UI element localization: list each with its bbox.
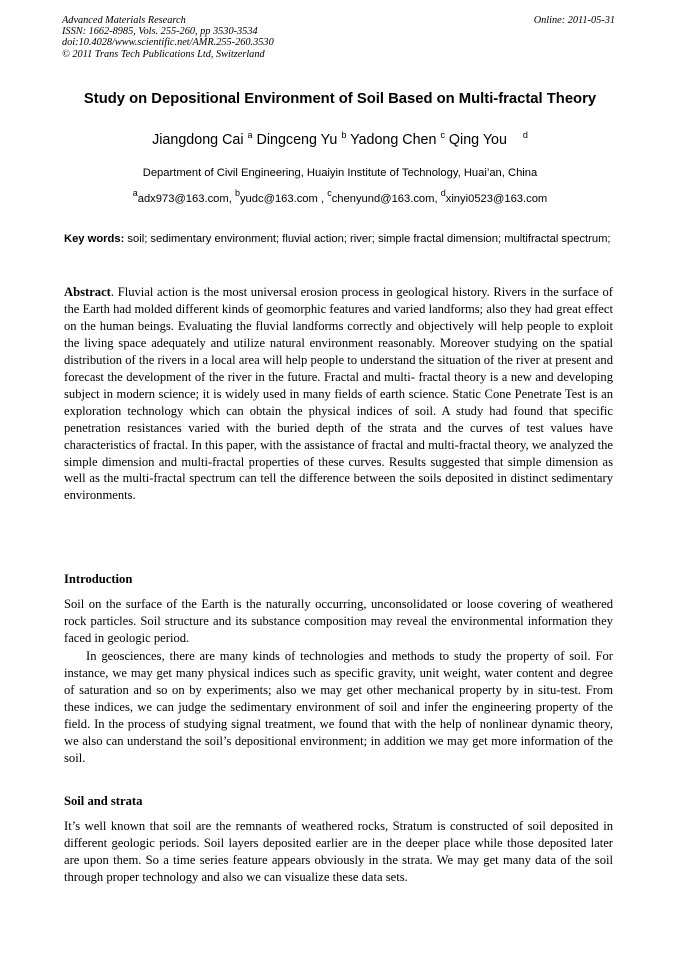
issn-line: ISSN: 1662-8985, Vols. 255-260, pp 3530-3534 (62, 26, 258, 38)
paper-title: Study on Depositional Environment of Soil Based on Multi-fractal Theory (83, 91, 597, 107)
email-mark: c (327, 188, 332, 198)
author-mark: b (341, 130, 347, 140)
email-address: chenyund@163.com (331, 193, 435, 205)
author-mark: a (247, 130, 253, 140)
email-mark: a (132, 188, 138, 198)
author-mark: c (440, 130, 445, 140)
email-address: yudc@163.com (239, 193, 318, 205)
email-separator: , (434, 193, 441, 205)
author-name: Jiangdong Cai (152, 132, 244, 148)
abstract (64, 284, 613, 504)
soil-strata-heading: Soil and strata (64, 794, 143, 808)
introduction-heading: Introduction (64, 572, 133, 586)
author-name: Yadong Chen (350, 132, 437, 148)
journal-header (62, 15, 615, 60)
keywords-text: soil; sedimentary environment; fluvial action; river; simple fractal dimension; multifractal spectrum; (124, 233, 611, 245)
email-separator: , (317, 193, 328, 205)
email-address: xinyi0523@163.com (445, 193, 548, 205)
keywords-label: Key words: (64, 233, 125, 245)
affiliation: Department of Civil Engineering, Huaiyin Institute of Technology, Huai’an, China (142, 167, 538, 179)
author-list (40, 132, 640, 148)
online-date: Online: 2011-05-31 (533, 15, 615, 26)
copyright-line: © 2011 Trans Tech Publications Ltd, Switzerland (62, 48, 265, 60)
introduction-paragraph-1: Soil on the surface of the Earth is the naturally occurring, unconsolidated or loose covering of weathered rock particles. Soil structure and its substance composition may reveal the environmental information they faced in geologic period. (64, 597, 613, 645)
email-address: adx973@163.com (137, 193, 229, 205)
email-mark: d (440, 188, 446, 198)
abstract-text: . Fluvial action is the most universal erosion process in geological history. Rivers in the surface of the Earth had molded different kinds of geomorphic features and varied landforms; also they had great effect on the human beings. Evaluating the fluvial landforms correctly and objectively will help people to exploit the living space adequately and utilize natural environment reasonably. Moreover studying on the spatial distribution of the rivers in a local area will help people to understand the situation of the river at present and forecast the development of the river in the future. Fractal and multi- fractal theory is a new and developing subject in modern science; it is widely used in many fields of earth science. Static Cone Penetrate Test is an exploration technology which can obtain the physical indices of soil. A study had found that specific penetration resistances varied with the buried depth of the strata and the curves of test values have characteristics of fractal. In this paper, with the assistance of fractal and multi-fractal theory, we analyzed the simple dimension and multi-fractal properties of these curves. Results suggested that simple dimension as well as the multi-fractal spectrum can tell the difference between the soils deposited in distinct sedimentary environments. (64, 285, 613, 503)
author-name: Dingceng Yu (256, 132, 338, 148)
email-mark: b (234, 188, 240, 198)
email-separator: , (228, 193, 235, 205)
journal-name: Advanced Materials Research (62, 15, 186, 26)
email-list (40, 188, 640, 205)
abstract-label: Abstract (64, 285, 111, 299)
introduction-paragraph-2: In geosciences, there are many kinds of technologies and methods to study the property of soil. For instance, we may get many physical indices such as specific gravity, unit weight, water content and degree of saturation and so on by experiments; also we may get other mechanical property by in situ-test. From these indices, we can judge the sedimentary environment of soil and infer the engineering property of the field. In the process of studying signal treatment, we found that with the help of nonlinear dynamic theory, we also can understand the soil’s depositional environment; in addition we may get more information of the soil. (64, 649, 613, 765)
keywords (64, 231, 613, 249)
author-name: Qing You (448, 132, 507, 148)
doi-line: doi:10.4028/www.scientific.net/AMR.255-260.3530 (62, 37, 274, 49)
soil-strata-paragraph: It’s well known that soil are the remnants of weathered rocks, Stratum is constructed of soil deposited in different geologic periods. Soil layers deposited earlier are in the deeper place while those deposited later are upon them. So a time series feature appears obviously in the strata. We may get many data of the soil through proper technology and also we can visualize these data sets. (64, 819, 613, 884)
author-mark: d (522, 130, 528, 140)
